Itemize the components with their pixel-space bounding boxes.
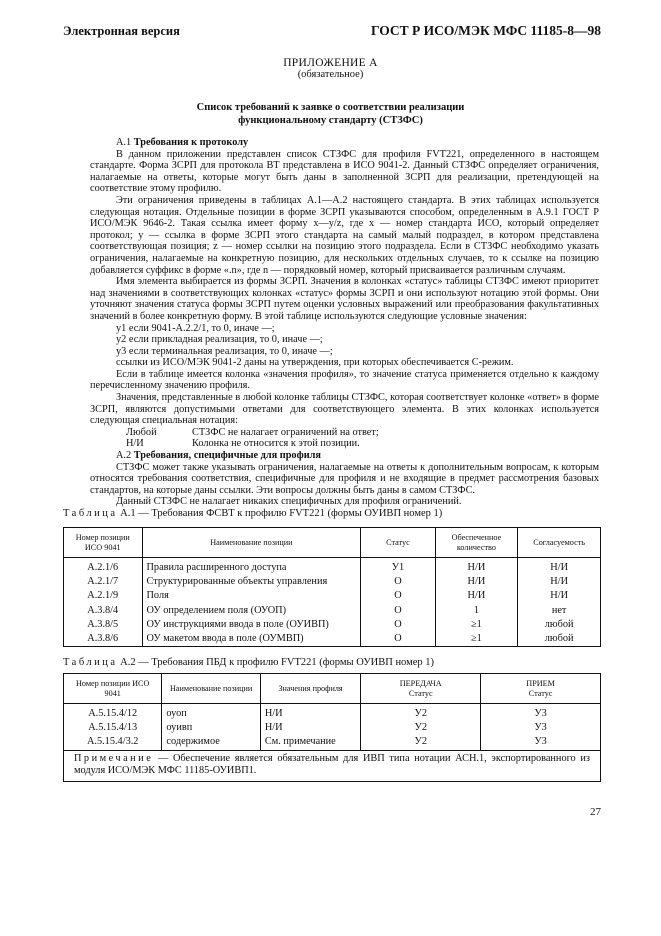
cell-position: А.3.8/4 (64, 604, 143, 618)
table-1 (63, 527, 601, 647)
cell-status: О (361, 618, 435, 632)
cell-status: О (361, 589, 435, 603)
table2-header-transfer-label: ПЕРЕДАЧА (399, 678, 442, 688)
heading-a2 (90, 450, 599, 462)
table2-header-position: Номер позиции ИСО 9041 (64, 674, 162, 704)
cell-transfer-status: У2 (361, 721, 481, 735)
table1-caption-text: А.1 — Требования ФСВТ к профилю FVT221 (формы ОУИВП номер 1) (120, 508, 443, 519)
table2-note-row (64, 750, 601, 781)
cell-position: А.2.1/9 (64, 589, 143, 603)
table2-header-profile-values: Значения профиля (260, 674, 360, 704)
section-title-line1: Список требований к заявке о соответствии реализации (196, 102, 465, 113)
cell-quantity: ≥1 (435, 632, 518, 647)
table1-header-name: Наименование позиции (142, 528, 361, 558)
cell-conformance: любой (518, 618, 601, 632)
table2-header-receive (481, 674, 601, 704)
cell-position: А.2.1/6 (64, 558, 143, 576)
table2-note (64, 750, 601, 781)
header-edition: Электронная версия (63, 24, 180, 38)
cell-status: О (361, 632, 435, 647)
table-row (64, 604, 601, 618)
section-title-line2: функциональному стандарту (СТЗФС) (238, 115, 423, 126)
paragraph-4: ссылки из ИСО/МЭК 9041-2 даны на утверждения, при которых обеспечивается С-режим. (116, 357, 514, 369)
cell-transfer-status: У2 (361, 704, 481, 722)
table1-caption-label: Таблица (63, 508, 118, 519)
appendix-subtitle: (обязательное) (297, 69, 364, 80)
cell-name: содержимое (162, 735, 260, 750)
cell-status: У1 (361, 558, 435, 576)
section-title (0, 101, 661, 127)
cell-name: Правила расширенного доступа (142, 558, 361, 576)
table-row (64, 721, 601, 735)
table2-header-transfer-status: Статус (408, 688, 433, 698)
paragraph-6: Значения, представленные в любой колонке таблицы СТЗФС, которая соответствует колонке «ответ» в форме ЗСРП, являются допустимыми ответами для соответствующего элемента. В этих колонках используется следующая специальная нотация: (90, 392, 599, 427)
table1-header-position: Номер позиции ИСО 9041 (64, 528, 143, 558)
heading-a1-number: А.1 (116, 137, 132, 148)
note-text: — Обеспечение является обязательным для ИВП типа нотации АСН.1, экспортированного из модуля ИСО/МЭК МФС 11185-ОУИВП1. (74, 752, 590, 776)
cell-quantity: 1 (435, 604, 518, 618)
table-row (64, 575, 601, 589)
cell-conformance: Н/И (518, 575, 601, 589)
cell-conformance: Н/И (518, 558, 601, 576)
paragraph-5: Если в таблице имеется колонка «значения профиля», то значение статуса применяется отдельно к каждому перечисленному значению профиля. (90, 368, 599, 392)
cell-position: А.5.15.4/13 (64, 721, 162, 735)
cell-name: Поля (142, 589, 361, 603)
paragraph-8: Данный СТЗФС не налагает никаких специфичных для профиля ограничений. (116, 496, 462, 508)
header-standard-number: ГОСТ Р ИСО/МЭК МФС 11185-8—98 (370, 23, 601, 38)
table2-header-transfer (361, 674, 481, 704)
notation-any-value: СТЗФС не налагает ограничений на ответ; (192, 426, 379, 438)
condition-y1: у1 если 9041-А.2.2/1, то 0, иначе —; (116, 322, 275, 334)
condition-y3: у3 если терминальная реализация, то 0, иначе —; (116, 345, 333, 357)
cell-name: ОУ макетом ввода в поле (ОУМВП) (142, 632, 361, 647)
cell-quantity: Н/И (435, 589, 518, 603)
paragraph-3: Имя элемента выбирается из формы ЗСРП. Значения в колонках «статус» таблицы СТЗФС имеют приоритет над значениями в соответствующих колонках «статус» формы ЗСРП и они используют нотацию этой формы. Они уточняют значения статуса формы ЗСРП путем оценки условных выражений или преобразования факультативных значений в более конкретную форму. В этой таблице используются следующие условные значения: (90, 276, 599, 322)
cell-quantity: Н/И (435, 558, 518, 576)
cell-receive-status: У3 (481, 704, 601, 722)
cell-transfer-status: У2 (361, 735, 481, 750)
table-row (64, 618, 601, 632)
cell-quantity: ≥1 (435, 618, 518, 632)
page-number: 27 (590, 806, 601, 818)
table2-header-name: Наименование позиции (162, 674, 260, 704)
cell-name: Структурированные объекты управления (142, 575, 361, 589)
paragraph-1: В данном приложении представлен список СТЗФС для профиля FVT221, определенного в настоящем стандарте. Форма ЗСРП для протокола ВТ представлена в ИСО 9041-2. Данный СТЗФС определяет ограничения, налагаемые на ответы, которые могут быть даны в заполненной ЗСРП для реализации, претендующей на соответствие этому профилю. (90, 148, 599, 195)
cell-profile-value: Н/И (260, 704, 360, 722)
table-row (64, 632, 601, 647)
cell-position: А.3.8/5 (64, 618, 143, 632)
appendix-title: ПРИЛОЖЕНИЕ А (283, 57, 378, 69)
cell-receive-status: У3 (481, 735, 601, 750)
notation-na (90, 438, 599, 450)
cell-position: А.5.15.4/3.2 (64, 735, 162, 750)
cell-status: О (361, 575, 435, 589)
heading-a2-title: Требования, специфичные для профиля (133, 450, 321, 462)
notation-any-key: Любой (126, 426, 157, 438)
condition-y2: у2 если прикладная реализация, то 0, иначе —; (116, 334, 323, 346)
notation-any (90, 427, 599, 439)
cell-receive-status: У3 (481, 721, 601, 735)
body-text (90, 137, 599, 508)
table1-caption (63, 508, 442, 519)
cell-name: ОУ определением поля (ОУОП) (142, 604, 361, 618)
table-row (64, 735, 601, 750)
cell-name: оуоп (162, 704, 260, 722)
heading-a2-number: А.2 (116, 450, 132, 462)
table2-caption-label: Таблица (63, 657, 118, 668)
cell-position: А.3.8/6 (64, 632, 143, 647)
cell-name: ОУ инструкциями ввода в поле (ОУИВП) (142, 618, 361, 632)
table2-caption (63, 657, 434, 668)
table-row (64, 704, 601, 722)
cell-position: А.2.1/7 (64, 575, 143, 589)
table-2 (63, 673, 601, 782)
table-row (64, 589, 601, 603)
notation-na-key: Н/И (126, 438, 144, 450)
table2-header-receive-label: ПРИЕМ (526, 678, 555, 688)
note-label: Примечание (74, 752, 154, 764)
table1-header-row (64, 528, 601, 558)
notation-na-value: Колонка не относится к этой позиции. (192, 438, 360, 450)
table2-caption-text: А.2 — Требования ПБД к профилю FVT221 (формы ОУИВП номер 1) (120, 657, 435, 668)
table-row (64, 558, 601, 576)
table1-header-status: Статус (361, 528, 435, 558)
cell-status: О (361, 604, 435, 618)
heading-a1 (90, 137, 599, 149)
cell-conformance: Н/И (518, 589, 601, 603)
table1-header-conformance: Согласуемость (518, 528, 601, 558)
paragraph-2: Эти ограничения приведены в таблицах А.1—А.2 настоящего стандарта. В этих таблицах используется следующая нотация. Отдельные позиции в форме ЗСРП указываются способом, определенным в А.9.1 ГОСТ Р ИСО/МЭК 9646-2. Такая ссылка имеет форму x—y/z, где x — номер стандарта ИСО, который определяет протокол; y — ссылка в форме ЗСРП этого стандарта на самый малый подраздел, в котором представлена соответствующая позиция; z — номер ссылки на позицию этого подраздела. Если в СТЗФС необходимо указать ограничения, налагаемые на конкретную позицию, для нескольких отдельных случаев, то к ссылке на позицию добавляется суффикс в форме «.n», где n — порядковый номер, который присваивается различным случаям. (90, 194, 599, 276)
cell-profile-value: Н/И (260, 721, 360, 735)
heading-a1-title: Требования к протоколу (133, 137, 249, 148)
table1-header-quantity: Обеспеченное количество (435, 528, 518, 558)
table2-header-receive-status: Статус (528, 688, 553, 698)
cell-name: оуивп (162, 721, 260, 735)
paragraph-7: СТЗФС может также указывать ограничения, налагаемые на ответы к дополнительным вопросам, к которым относятся требования соответствия, специфичные для профиля и не входящие в предмет рассмотрения базовых стандартов, на которые даны ссылки. Эти вопросы должны быть даны в самом СТЗФС. (90, 461, 599, 496)
cell-quantity: Н/И (435, 575, 518, 589)
table2-header-row (64, 674, 601, 704)
cell-position: А.5.15.4/12 (64, 704, 162, 722)
cell-conformance: любой (518, 632, 601, 647)
cell-conformance: нет (518, 604, 601, 618)
cell-profile-value: См. примечание (260, 735, 360, 750)
